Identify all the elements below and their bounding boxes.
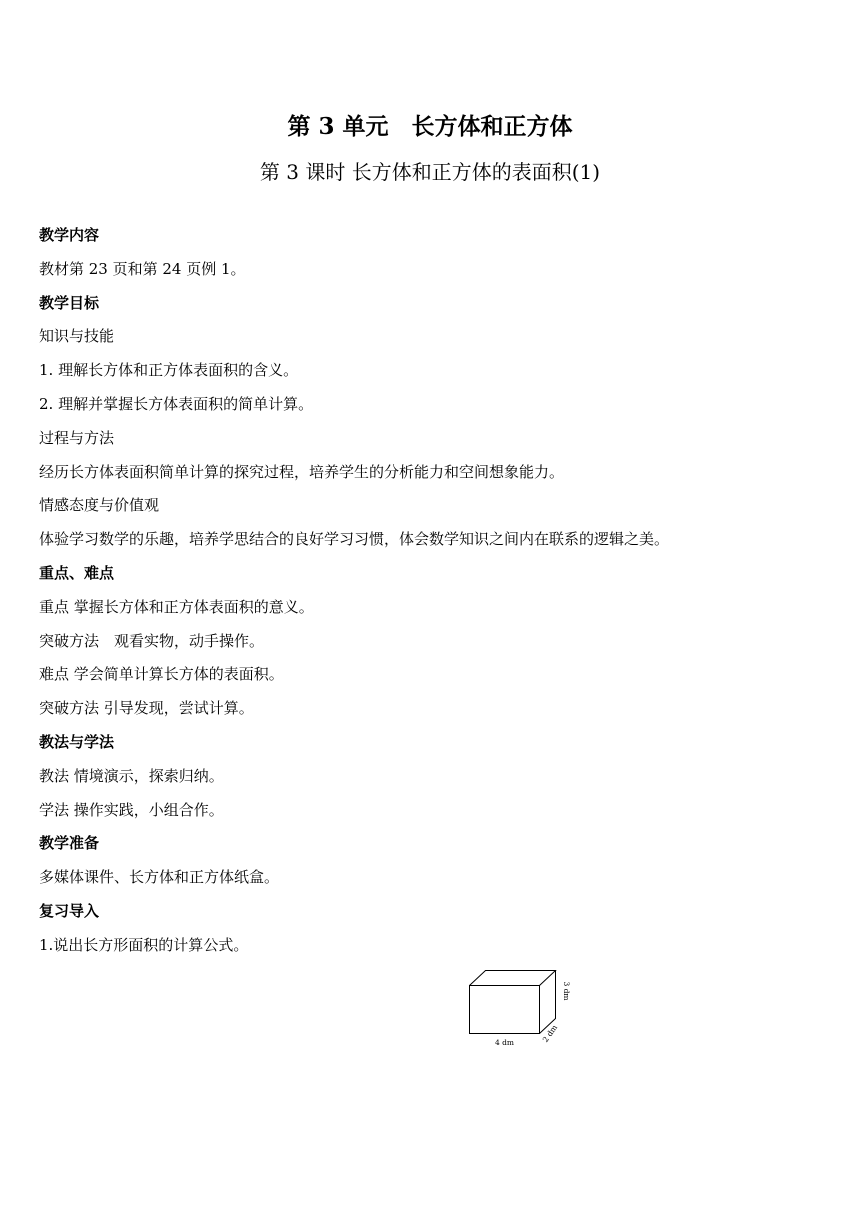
heading-review-introduction: 复习导入 (39, 901, 100, 920)
subheading-knowledge-skills: 知识与技能 (39, 327, 115, 346)
paragraph-textbook-pages: 教材第 23 页和第 24 页例 1。 (39, 259, 246, 278)
heading-teaching-content: 教学内容 (39, 226, 100, 244)
goal-item-2: 2. 理解并掌握长方体表面积的简单计算。 (39, 394, 314, 413)
heading-teaching-goals: 教学目标 (39, 293, 100, 312)
paragraph-key-point: 重点 掌握长方体和正方体表面积的意义。 (39, 597, 314, 616)
subheading-attitude-values: 情感态度与价值观 (39, 496, 160, 515)
heading-teaching-learning-methods: 教法与学法 (39, 732, 115, 751)
paragraph-materials: 多媒体课件、长方体和正方体纸盒。 (39, 868, 280, 887)
paragraph-difficult-point: 难点 学会简单计算长方体的表面积。 (39, 665, 284, 684)
width-label: 2 dm (540, 1023, 560, 1044)
cuboid-figure (460, 963, 580, 1053)
paragraph-learning-method: 学法 操作实践，小组合作。 (39, 800, 224, 819)
goal-item-1: 1. 理解长方体和正方体表面积的含义。 (39, 361, 299, 380)
heading-key-difficult-points: 重点、难点 (39, 563, 115, 582)
cuboid-diagram (460, 963, 580, 1053)
lesson-plan-body (39, 219, 829, 963)
paragraph-review-question-1: 1.说出长方形面积的计算公式。 (39, 935, 249, 954)
length-label: 4 dm (494, 1038, 515, 1047)
heading-teaching-preparation: 教学准备 (39, 834, 100, 853)
cuboid-side-face (540, 971, 556, 1034)
paragraph-difficult-point-method: 突破方法 引导发现，尝试计算。 (39, 699, 254, 718)
paragraph-process-methods: 经历长方体表面积简单计算的探究过程，培养学生的分析能力和空间想象能力。 (39, 462, 565, 481)
document-subtitle: 第 3 课时 长方体和正方体的表面积(1) (259, 160, 601, 184)
cuboid-top-face (470, 971, 556, 986)
height-label: 3 dm (562, 981, 571, 1001)
paragraph-teaching-method: 教法 情境演示，探索归纳。 (39, 766, 224, 785)
subheading-process-methods: 过程与方法 (39, 428, 115, 447)
document-title: 第 3 单元 长方体和正方体 (287, 113, 573, 140)
cuboid-front-face (470, 986, 540, 1034)
paragraph-key-point-method: 突破方法 观看实物，动手操作。 (39, 631, 265, 650)
paragraph-attitude-values: 体验学习数学的乐趣，培养学思结合的良好学习习惯，体会数学知识之间内在联系的逻辑之美。 (39, 530, 670, 549)
